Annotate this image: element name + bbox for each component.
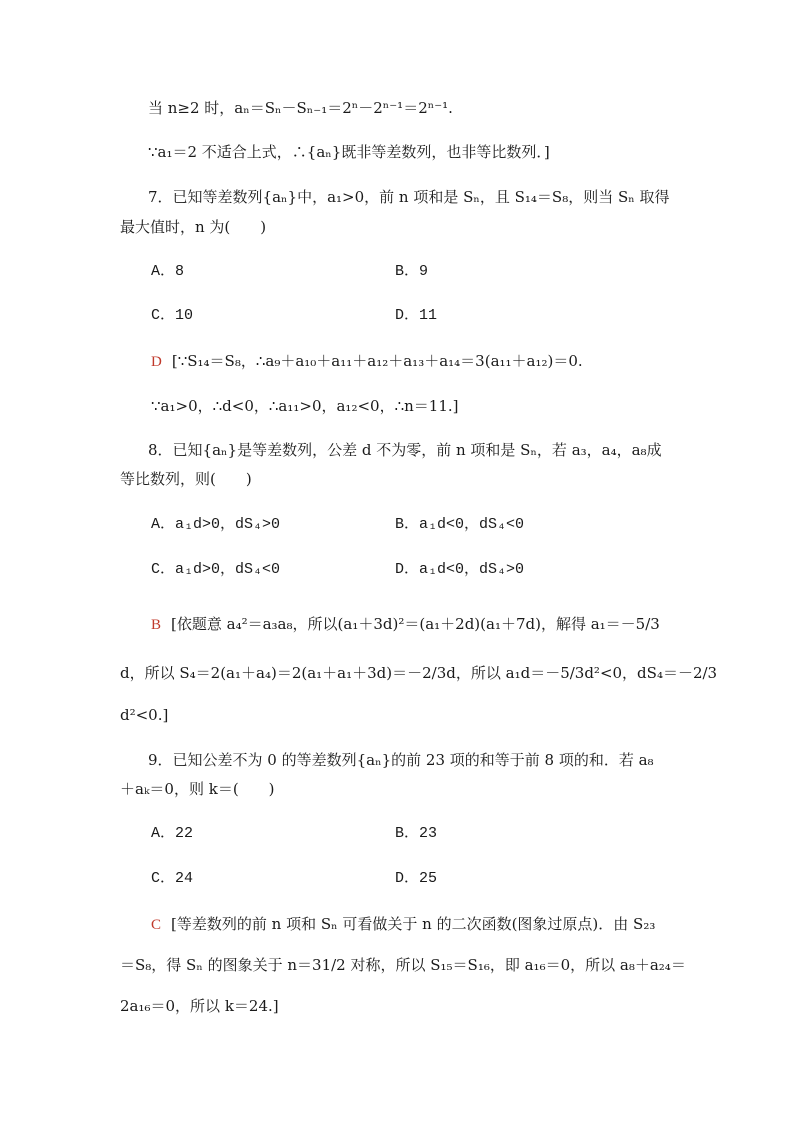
q9-stem-text-2: ＋aₖ＝0，则 k＝( ) bbox=[120, 780, 275, 798]
q8-stem-text-1: 8．已知{aₙ}是等差数列，公差 d 不为零，前 n 项和是 Sₙ，若 a₃，a₄，a₈成 bbox=[148, 441, 662, 459]
q9-choice-b: B．23 bbox=[395, 825, 438, 842]
q7-stem-line-1 bbox=[148, 186, 670, 208]
q8-solution-text-1: [依题意 a₄²＝a₃a₈，所以(a₁＋3d)²＝(a₁＋2d)(a₁＋7d)，解得 a₁＝－5/3 bbox=[171, 615, 660, 633]
q7-solution-line-2 bbox=[151, 395, 459, 417]
q7-choice-b: B．9 bbox=[395, 263, 429, 280]
q8-solution-line-2 bbox=[120, 662, 717, 684]
q9-answer-letter: C bbox=[151, 917, 162, 933]
q8-choice-d: D．a₁d<0，dS₄>0 bbox=[395, 561, 525, 578]
q7-choice-a: A．8 bbox=[151, 263, 185, 280]
q9-stem-line-1 bbox=[148, 749, 654, 771]
q9-solution-line-1 bbox=[151, 913, 655, 936]
q7-choice-d: D．11 bbox=[395, 307, 438, 324]
q7-solution-text-2: ∵a₁>0，∴d<0，∴a₁₁>0，a₁₂<0，∴n＝11.] bbox=[151, 397, 459, 415]
q8-solution-text-2: d，所以 S₄＝2(a₁＋a₄)＝2(a₁＋a₁＋3d)＝－2/3d，所以 a₁d＝－5/3d²<0，dS₄＝－2/3 bbox=[120, 664, 718, 682]
q7-choice-c: C．10 bbox=[151, 307, 194, 324]
prev-solution-line-1 bbox=[148, 97, 453, 119]
q9-solution-text-2: ＝S₈，得 Sₙ 的图象关于 n＝31/2 对称，所以 S₁₅＝S₁₆，即 a₁₆＝0，所以 a₈＋a₂₄＝ bbox=[120, 956, 686, 974]
q7-stem-text-1: 7．已知等差数列{aₙ}中，a₁>0，前 n 项和是 Sₙ，且 S₁₄＝S₈，则当 Sₙ 取得 bbox=[148, 188, 670, 206]
q7-solution-line-1 bbox=[151, 350, 583, 373]
q8-stem-text-2: 等比数列，则( ) bbox=[120, 470, 252, 488]
q8-choice-b: B．a₁d<0，dS₄<0 bbox=[395, 516, 525, 533]
q7-solution-text-1: [∵S₁₄＝S₈，∴a₉＋a₁₀＋a₁₁＋a₁₂＋a₁₃＋a₁₄＝3(a₁₁＋a₁₂)＝0. bbox=[171, 352, 583, 370]
q9-solution-text-3: 2a₁₆＝0，所以 k＝24.] bbox=[120, 997, 279, 1015]
q8-choice-c: C．a₁d>0，dS₄<0 bbox=[151, 561, 281, 578]
q8-stem-line-2 bbox=[120, 468, 252, 490]
q7-stem-line-2 bbox=[120, 216, 266, 238]
q8-solution-text-3: d²<0.] bbox=[120, 706, 169, 724]
q8-choice-a: A．a₁d>0，dS₄>0 bbox=[151, 516, 281, 533]
q9-solution-line-3 bbox=[120, 995, 279, 1017]
q8-stem-line-1 bbox=[148, 439, 662, 461]
q9-choice-c: C．24 bbox=[151, 870, 194, 887]
prev-solution-text-1: 当 n≥2 时，aₙ＝Sₙ－Sₙ₋₁＝2ⁿ－2ⁿ⁻¹＝2ⁿ⁻¹. bbox=[148, 99, 453, 117]
q7-answer-letter: D bbox=[151, 354, 162, 370]
q9-stem-text-1: 9．已知公差不为 0 的等差数列{aₙ}的前 23 项的和等于前 8 项的和．若 a₈ bbox=[148, 751, 654, 769]
q8-solution-line-3 bbox=[120, 704, 168, 726]
q9-solution-line-2 bbox=[120, 954, 686, 976]
q9-solution-text-1: [等差数列的前 n 项和 Sₙ 可看做关于 n 的二次函数(图象过原点)．由 S₂₃ bbox=[171, 915, 656, 933]
q7-stem-text-2: 最大值时，n 为( ) bbox=[120, 218, 267, 236]
q9-choice-d: D．25 bbox=[395, 870, 438, 887]
q8-answer-letter: B bbox=[151, 617, 162, 633]
prev-solution-line-2 bbox=[148, 141, 550, 163]
q8-solution-line-1 bbox=[151, 613, 660, 636]
prev-solution-text-2: ∵a₁＝2 不适合上式，∴{aₙ}既非等差数列，也非等比数列．] bbox=[148, 143, 550, 161]
q9-stem-line-2 bbox=[120, 778, 275, 800]
q9-choice-a: A．22 bbox=[151, 825, 194, 842]
